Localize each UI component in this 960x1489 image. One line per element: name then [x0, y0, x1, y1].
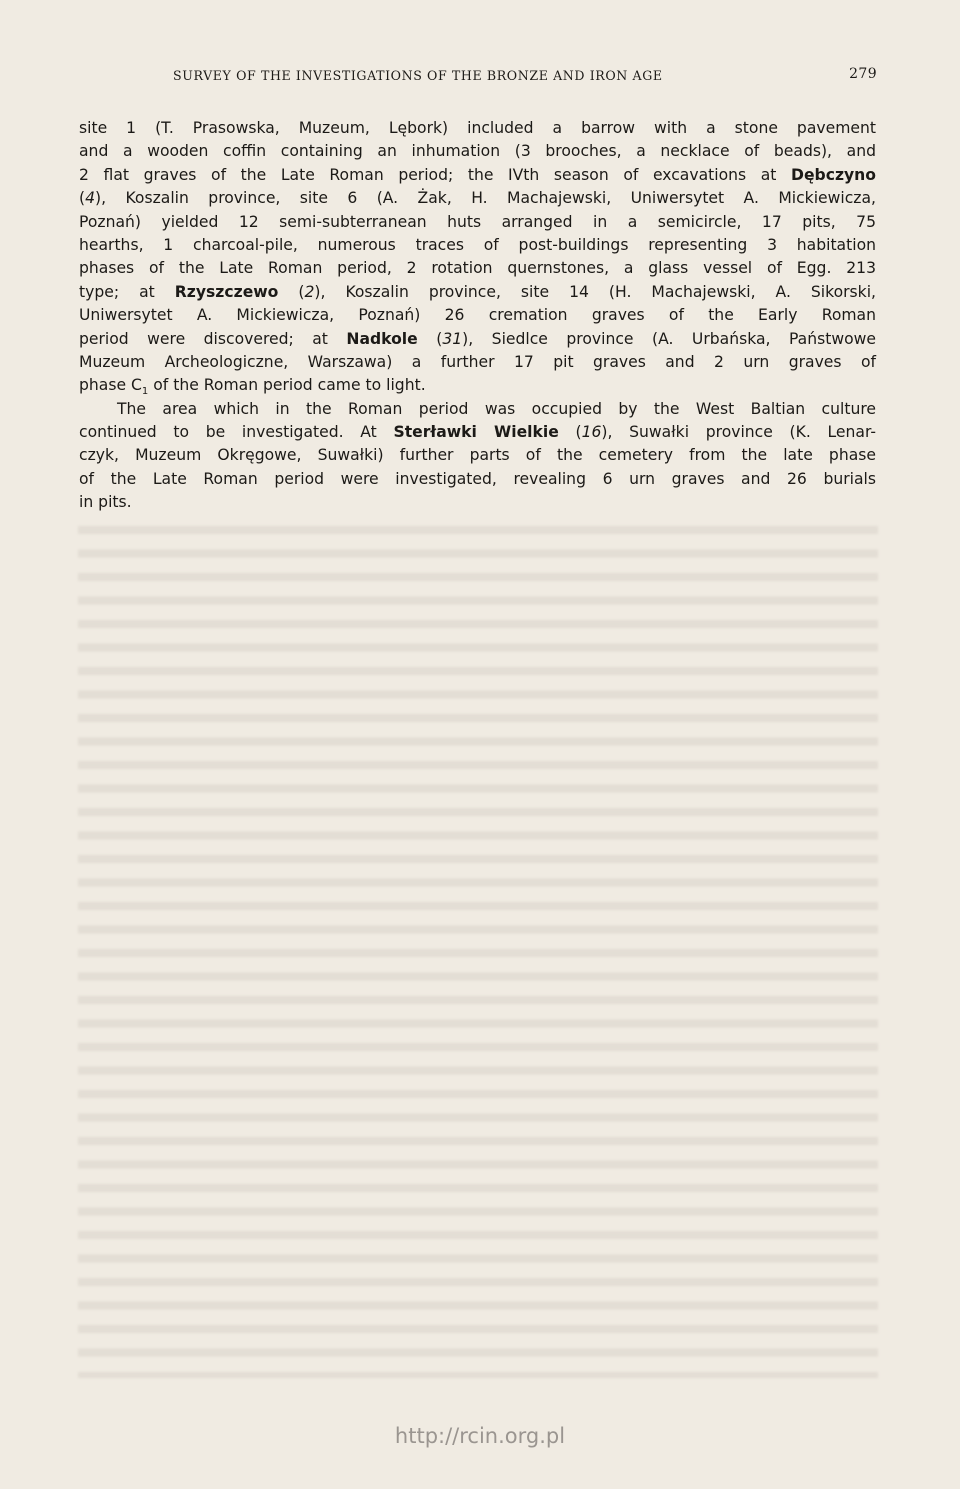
text-line: continued to be investigated. At Sterławki Wielkie (16), Suwałki province (K. Lenar-	[79, 423, 876, 442]
show-through-texture	[78, 518, 878, 1378]
running-head	[173, 66, 877, 86]
text-line: and a wooden coffin containing an inhumation (3 brooches, a necklace of beads), and	[79, 142, 876, 161]
running-title: SURVEY OF THE INVESTIGATIONS OF THE BRONZE AND IRON AGE	[173, 68, 663, 83]
text-line: phase $C_1$ of the Roman period came to light.	[79, 376, 426, 398]
text-line: 2 flat graves of the Late Roman period; the IVth season of excavations at Dębczyno	[79, 165, 876, 184]
source-url[interactable]: http://rcin.org.pl	[394, 1424, 566, 1448]
text-line: period were discovered; at Nadkole (31), Siedlce province (A. Urbańska, Państwowe	[79, 329, 876, 348]
text-line: of the Late Roman period were investigated, revealing 6 urn graves and 26 burials	[79, 469, 876, 488]
body-text	[79, 117, 876, 515]
text-line: site 1 (T. Prasowska, Muzeum, Lębork) included a barrow with a stone pavement	[79, 119, 876, 137]
text-line: in pits.	[79, 493, 132, 512]
page-number: 279	[849, 66, 877, 82]
text-line: czyk, Muzeum Okręgowe, Suwałki) further parts of the cemetery from the late phase	[79, 446, 876, 465]
text-line: The area which in the Roman period was occupied by the West Baltian culture	[117, 399, 876, 418]
text-line: hearths, 1 charcoal-pile, numerous traces of post-buildings representing 3 habitation	[79, 235, 876, 254]
text-line: (4), Koszalin province, site 6 (A. Żak, H. Machajewski, Uniwersytet A. Mickiewicza,	[79, 189, 876, 208]
text-line: Poznań) yielded 12 semi-subterranean huts arranged in a semicircle, 17 pits, 75	[79, 212, 876, 231]
text-line: Muzeum Archeologiczne, Warszawa) a further 17 pit graves and 2 urn graves of	[79, 352, 876, 371]
text-line: Uniwersytet A. Mickiewicza, Poznań) 26 cremation graves of the Early Roman	[79, 306, 876, 325]
text-line: type; at Rzyszczewo (2), Koszalin province, site 14 (H. Machajewski, A. Sikorski,	[79, 282, 876, 301]
text-line: phases of the Late Roman period, 2 rotation quernstones, a glass vessel of Egg. 213	[79, 259, 876, 278]
